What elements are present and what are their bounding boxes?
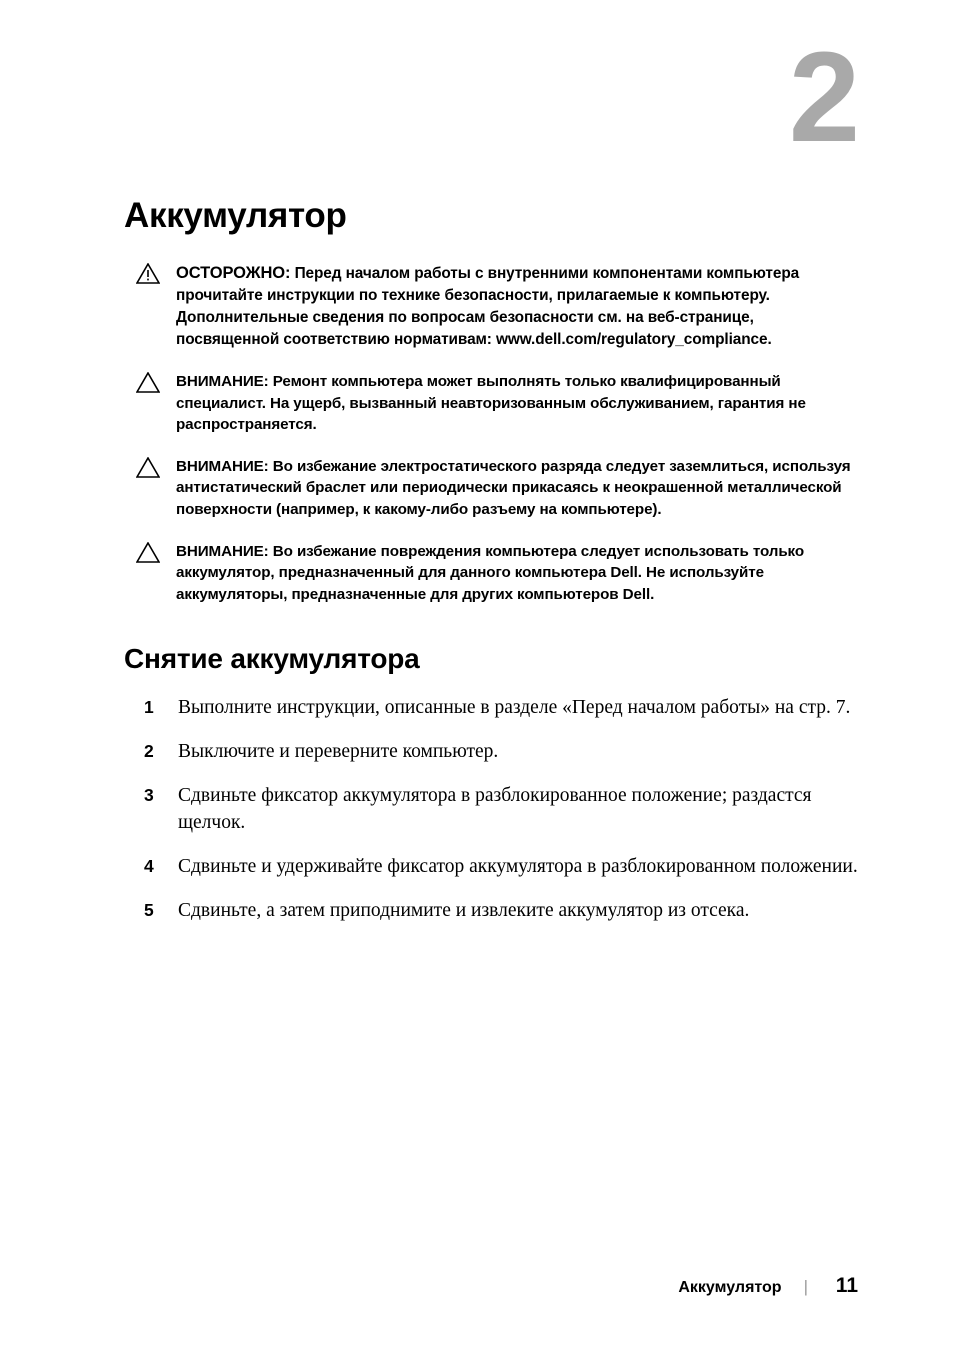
step-number: 2 bbox=[144, 741, 154, 762]
notice-label: ВНИМАНИЕ: bbox=[176, 457, 269, 475]
list-item bbox=[124, 783, 858, 837]
step-number: 1 bbox=[144, 697, 154, 718]
step-text: Сдвиньте и удерживайте фиксатор аккумулятора в разблокированном положении. bbox=[178, 855, 858, 877]
notice-caution-1 bbox=[124, 371, 858, 436]
notice-caution-3 bbox=[124, 541, 858, 606]
list-item bbox=[124, 739, 858, 766]
step-text: Сдвиньте фиксатор аккумулятора в разблокированное положение; раздастся щелчок. bbox=[178, 785, 812, 833]
footer-title: Аккумулятор bbox=[678, 1279, 782, 1296]
caution-triangle-icon bbox=[136, 457, 160, 478]
section-title: Снятие аккумулятора bbox=[124, 643, 420, 675]
step-number: 5 bbox=[144, 899, 154, 920]
step-text: Выключите и переверните компьютер. bbox=[178, 741, 499, 763]
notice-label: ВНИМАНИЕ: bbox=[176, 373, 269, 391]
notice-text: Во избежание повреждения компьютера следует использовать только аккумулятор, предназначенный для данного компьютера Dell. Не используйте аккумуляторы, предназначенные для других компьютеров Dell. bbox=[176, 542, 805, 603]
footer-separator: | bbox=[803, 1277, 808, 1296]
step-text: Сдвиньте, а затем приподнимите и извлеките аккумулятор из отсека. bbox=[178, 899, 750, 921]
notice-text: Перед началом работы с внутренними компонентами компьютера прочитайте инструкции по технике безопасности, прилагаемые к компьютеру. Дополнительные сведения по вопросам безопасности см. на веб-странице, посвященной соответствию нормативам: www.dell.com/regulatory_compliance. bbox=[176, 265, 800, 349]
notice-text: Ремонт компьютера может выполнять только квалифицированный специалист. На ущерб, вызванный неавторизованным обслуживанием, гарантия не распространяется. bbox=[176, 373, 806, 434]
step-number: 3 bbox=[144, 785, 154, 806]
page-footer bbox=[124, 1274, 858, 1298]
notice-label: ОСТОРОЖНО: bbox=[176, 264, 291, 282]
notice-caution-2 bbox=[124, 456, 858, 521]
notice-warning bbox=[124, 262, 858, 351]
caution-triangle-icon bbox=[136, 372, 160, 393]
steps-list bbox=[124, 695, 858, 924]
page-content bbox=[124, 196, 858, 942]
step-number: 4 bbox=[144, 855, 154, 876]
page-title: Аккумулятор bbox=[124, 196, 347, 235]
page-number: 11 bbox=[835, 1274, 858, 1297]
caution-triangle-icon bbox=[136, 542, 160, 563]
step-text: Выполните инструкции, описанные в разделе «Перед началом работы» на стр. 7. bbox=[178, 697, 851, 719]
list-item bbox=[124, 695, 858, 722]
list-item bbox=[124, 854, 858, 881]
chapter-number: 2 bbox=[788, 26, 858, 169]
warning-triangle-icon bbox=[136, 263, 160, 284]
notice-text: Во избежание электростатического разряда следует заземлиться, используя антистатический браслет или периодически прикасаясь к неокрашенной металлической поверхности (например, к какому-либо разъему на компьютере). bbox=[176, 457, 851, 518]
list-item bbox=[124, 898, 858, 925]
notice-label: ВНИМАНИЕ: bbox=[176, 542, 269, 560]
